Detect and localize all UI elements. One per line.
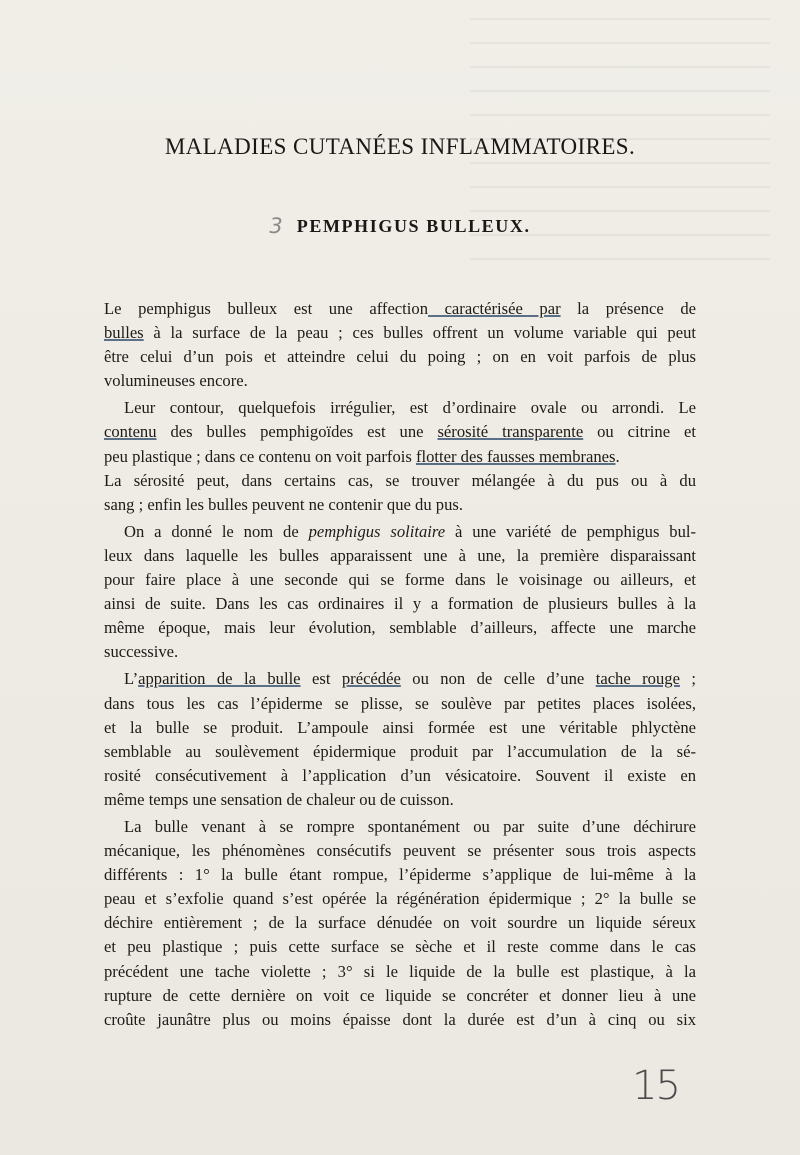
text-segment: successive. <box>104 642 179 662</box>
text-line <box>104 984 696 1008</box>
text-segment: pour faire place à une seconde qui se forme dans le voisinage ou ailleurs, et <box>104 570 696 590</box>
text-line <box>104 321 696 345</box>
text-segment: dans tous les cas l’épiderme se plisse, se soulève par petites places isolées, <box>104 693 696 713</box>
text-line <box>104 568 696 592</box>
underlined-text: sérosité transparente <box>437 422 584 442</box>
text-line <box>104 887 696 911</box>
text-line <box>104 520 696 544</box>
text-segment: la présence de <box>560 299 696 318</box>
text-line <box>104 839 696 863</box>
text-segment: même époque, mais leur évolution, semblable d’ailleurs, affecte une marche <box>104 618 696 638</box>
text-line <box>104 692 696 716</box>
text-line <box>104 863 696 887</box>
text-line <box>104 544 696 568</box>
underlined-text: apparition de la bulle <box>138 669 301 689</box>
text-segment: ou citrine et <box>583 422 696 442</box>
text-segment: être celui d’un pois et atteindre celui du poing ; on en voit parfois de plus <box>104 347 696 367</box>
text-segment: L’ <box>124 669 139 689</box>
text-segment: même temps une sensation de chaleur ou de cuisson. <box>104 789 454 809</box>
text-line <box>104 667 696 691</box>
text-segment: croûte jaunâtre plus ou moins épaisse dont la durée est d’un à cinq ou six <box>104 1009 696 1029</box>
text-line <box>104 420 696 444</box>
underlined-text: tache rouge <box>595 669 680 689</box>
text-segment: . <box>615 446 620 466</box>
text-segment: semblable au soulèvement épidermique produit par l’accumulation de la sé- <box>104 741 696 761</box>
text-line <box>104 716 696 740</box>
text-line <box>104 640 696 664</box>
folio-number: 15 <box>632 1063 679 1109</box>
text-line <box>104 493 696 517</box>
underlined-text: flotter des fausses membranes <box>415 446 616 466</box>
text-segment: rosité consécutivement à l’application d’un vésicatoire. Souvent il existe en <box>104 765 696 785</box>
text-line <box>104 911 696 935</box>
text-segment: déchire entièrement ; de la surface dénudée on voit sourdre un liquide séreux <box>104 913 696 933</box>
text-segment: à la surface de la peau ; ces bulles offrent un volume variable qui peut <box>143 323 696 343</box>
text-line <box>104 764 696 788</box>
section-title: MALADIES CUTANÉES INFLAMMATOIRES. <box>164 134 636 159</box>
text-segment: peu plastique ; dans ce contenu on voit parfois <box>104 446 416 466</box>
text-segment: La sérosité peut, dans certains cas, se trouver mélangée à du pus ou à du <box>104 470 696 490</box>
article-title: PEMPHIGUS BULLEUX. <box>296 216 531 236</box>
text-segment: ; <box>679 669 696 689</box>
text-line <box>104 297 696 321</box>
text-line <box>104 815 696 839</box>
text-line <box>104 345 696 369</box>
text-segment: Leur contour, quelquefois irrégulier, est d’ordinaire ovale ou arrondi. Le <box>124 398 696 418</box>
underlined-text: contenu <box>104 422 157 442</box>
body-text <box>104 297 696 1032</box>
text-segment: et peu plastique ; puis cette surface se sèche et il reste comme dans le cas <box>104 937 696 957</box>
text-segment: rupture de cette dernière on voit ce liquide se concréter et donner lieu à une <box>104 985 696 1005</box>
text-segment: différents : 1° la bulle étant rompue, l’épiderme s’applique de lui-même à la <box>104 865 696 885</box>
text-segment: peau et s’exfolie quand s’est opérée la régénération épidermique ; 2° la bulle se <box>104 889 696 909</box>
text-segment: volumineuses encore. <box>104 371 248 391</box>
text-segment: On a donné le nom de <box>124 521 309 541</box>
text-line <box>104 788 696 812</box>
text-segment: précédent une tache violette ; 3° si le liquide de la bulle est plastique, à la <box>104 961 696 981</box>
underlined-text: précédée <box>341 669 401 689</box>
text-segment: mécanique, les phénomènes consécutifs peuvent se présenter sous trois aspects <box>104 841 696 861</box>
text-segment: et la bulle se produit. L’ampoule ainsi formée est une véritable phlyctène <box>104 717 696 737</box>
text-line <box>104 740 696 764</box>
italic-text: pemphigus solitaire <box>308 521 446 541</box>
text-line <box>104 445 696 469</box>
text-segment: des bulles pemphigoïdes est une <box>156 422 438 442</box>
text-segment: est <box>300 669 342 689</box>
text-segment: ainsi de suite. Dans les cas ordinaires il y a formation de plusieurs bulles à la <box>104 594 696 614</box>
text-segment: à une variété de pemphigus bul- <box>445 521 696 541</box>
text-line <box>104 935 696 959</box>
text-segment: La bulle venant à se rompre spontanément ou par suite d’une déchirure <box>124 816 696 836</box>
underlined-text: bulles <box>104 323 144 343</box>
text-line <box>104 369 696 393</box>
text-segment: ou non de celle d’une <box>400 669 596 689</box>
text-segment: leux dans laquelle les bulles apparaissent une à une, la première disparaissant <box>104 545 696 565</box>
text-segment: Le pemphigus bulleux est une affection <box>104 299 428 318</box>
text-line <box>104 1008 696 1032</box>
text-line <box>104 616 696 640</box>
pencil-annotation: 3 <box>269 214 283 238</box>
underlined-text: caractérisée par <box>428 299 561 318</box>
text-line <box>104 592 696 616</box>
text-line <box>104 469 696 493</box>
text-segment: sang ; enfin les bulles peuvent ne contenir que du pus. <box>104 494 463 514</box>
text-line <box>104 960 696 984</box>
subtitle-block <box>0 213 800 237</box>
text-line <box>104 396 696 420</box>
